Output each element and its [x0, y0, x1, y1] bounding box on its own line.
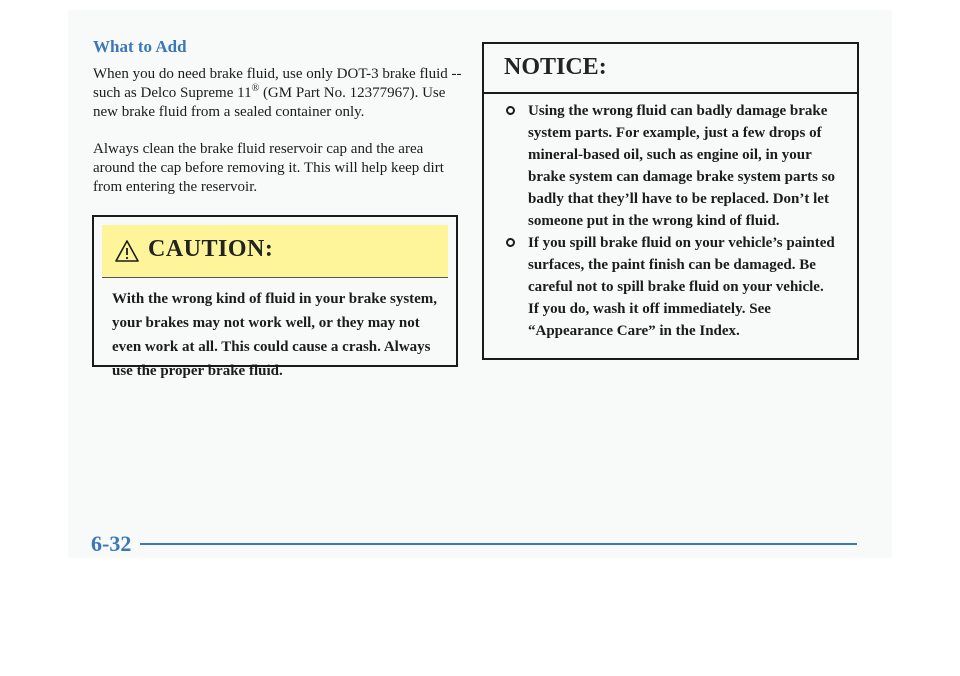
warning-triangle-icon	[114, 239, 140, 263]
registered-mark: ®	[251, 83, 260, 94]
notice-box	[482, 42, 859, 360]
section-heading: What to Add	[93, 37, 187, 56]
caution-title: CAUTION:	[148, 236, 274, 262]
bullet-icon	[506, 106, 515, 115]
caution-divider	[102, 277, 448, 278]
bullet-icon	[506, 238, 515, 247]
notice-title: NOTICE:	[504, 54, 607, 80]
page-number: 6-32	[91, 531, 132, 556]
caution-box	[92, 215, 458, 379]
brake-fluid-paragraph	[93, 65, 463, 122]
notice-item	[506, 100, 836, 232]
notice-list	[506, 100, 836, 342]
notice-item-text: If you spill brake fluid on your vehicle’s painted surfaces, the paint finish can be damaged. Be careful not to spill brake fluid on your vehicle. If you do, wash it off immediately. See “Appearance Care” in the Index.	[528, 235, 835, 339]
caution-text: With the wrong kind of fluid in your brake system, your brakes may not work well, or they may not even work at all. This could cause a crash. Always use the proper brake fluid.	[112, 291, 438, 379]
paragraph-text-after: (GM Part No. 12377967). Use new brake fluid from a sealed container only.	[93, 85, 446, 120]
notice-item	[506, 232, 836, 342]
reservoir-cap-paragraph: Always clean the brake fluid reservoir cap and the area around the cap before removing it. This will help keep dirt from entering the reservoir.	[93, 141, 444, 195]
notice-item-text: Using the wrong fluid can badly damage brake system parts. For example, just a few drops of mineral-based oil, such as engine oil, in your brake system can damage brake system parts so badly that they’ll have to be replaced. Don’t let someone put in the wrong kind of fluid.	[528, 103, 836, 229]
footer-rule	[140, 543, 857, 545]
paragraph-text-before: When you do need brake fluid, use only DOT-3 brake fluid -- such as Delco Supreme 11	[93, 66, 462, 101]
notice-header	[484, 44, 857, 94]
caution-header	[102, 225, 448, 277]
